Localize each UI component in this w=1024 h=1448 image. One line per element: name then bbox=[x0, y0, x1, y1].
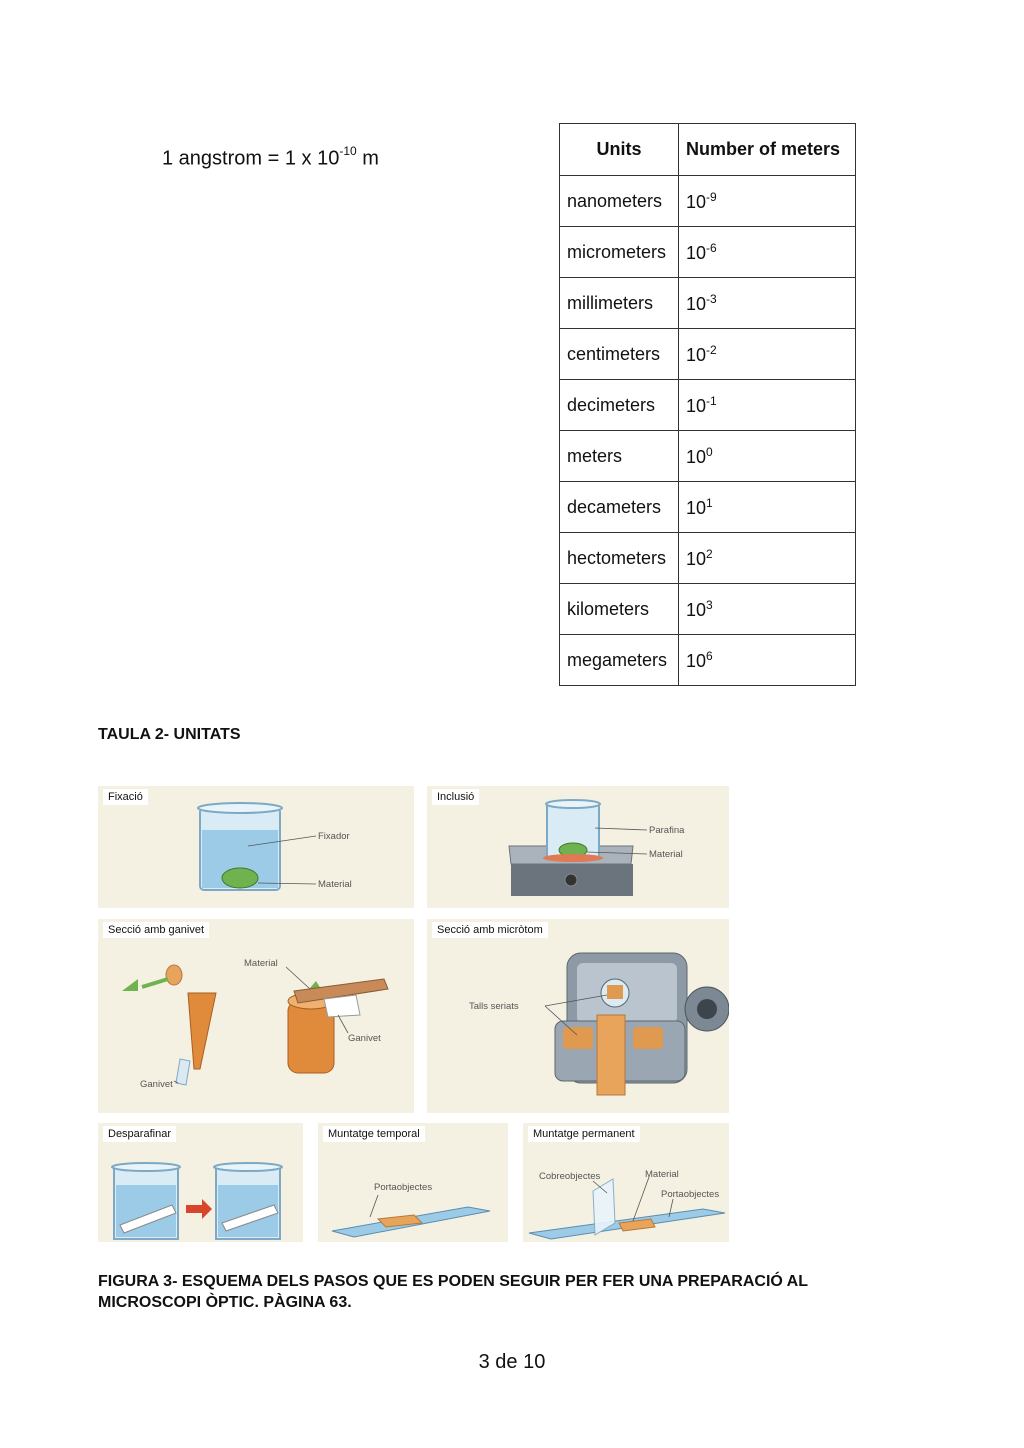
value-base: 10 bbox=[686, 548, 707, 569]
unit-cell: micrometers bbox=[560, 227, 679, 278]
panel-label: Desparafinar bbox=[103, 1126, 176, 1142]
value-base: 10 bbox=[686, 599, 707, 620]
value-cell bbox=[679, 278, 856, 329]
panel-label: Inclusió bbox=[432, 789, 479, 805]
label-talls-seriats: Talls seriats bbox=[469, 1001, 519, 1012]
slide-coverslip-illustration bbox=[523, 1123, 729, 1242]
value-exponent: -9 bbox=[706, 189, 717, 204]
unit-cell: decimeters bbox=[560, 380, 679, 431]
panel-muntatge-permanent bbox=[523, 1123, 729, 1242]
label-portaobjectes: Portaobjectes bbox=[374, 1182, 433, 1193]
value-exponent: 2 bbox=[706, 546, 713, 561]
unit-cell: kilometers bbox=[560, 584, 679, 635]
table-row bbox=[560, 176, 856, 227]
unit-cell: millimeters bbox=[560, 278, 679, 329]
value-exponent: 6 bbox=[706, 648, 713, 663]
value-base: 10 bbox=[686, 344, 707, 365]
label-material: Material bbox=[244, 958, 278, 969]
label-fixador: Fixador bbox=[318, 831, 350, 842]
table-header-row bbox=[560, 124, 856, 176]
angstrom-formula bbox=[162, 146, 379, 171]
value-cell bbox=[679, 380, 856, 431]
table-row bbox=[560, 482, 856, 533]
panel-label: Muntatge permanent bbox=[528, 1126, 640, 1142]
value-base: 10 bbox=[686, 446, 707, 467]
panel-label: Secció amb micròtom bbox=[432, 922, 548, 938]
figure-caption: FIGURA 3- ESQUEMA DELS PASOS QUE ES PODEN SEGUIR PER FER UNA PREPARACIÓ AL MICROSCOPI ÒPTIC. PÀGINA 63. bbox=[98, 1273, 808, 1311]
value-exponent: -2 bbox=[706, 342, 717, 357]
value-cell bbox=[679, 584, 856, 635]
header-number-of-meters: Number of meters bbox=[679, 124, 856, 176]
value-cell bbox=[679, 176, 856, 227]
page-number: 3 de 10 bbox=[478, 1351, 546, 1373]
angstrom-exponent: -10 bbox=[339, 144, 357, 158]
label-material: Material bbox=[649, 849, 683, 860]
value-cell bbox=[679, 431, 856, 482]
table-row bbox=[560, 278, 856, 329]
value-exponent: -6 bbox=[706, 240, 717, 255]
label-portaobjectes: Portaobjectes bbox=[661, 1189, 720, 1200]
value-exponent: 0 bbox=[706, 444, 713, 459]
value-exponent: -3 bbox=[706, 291, 717, 306]
value-base: 10 bbox=[686, 191, 707, 212]
table-row bbox=[560, 533, 856, 584]
panel-label: Muntatge temporal bbox=[323, 1126, 425, 1142]
value-cell bbox=[679, 329, 856, 380]
value-base: 10 bbox=[686, 650, 707, 671]
panel-seccio-microtom bbox=[427, 919, 729, 1113]
label-ganivet: Ganivet bbox=[348, 1033, 381, 1044]
carrot-knife-illustration bbox=[98, 919, 414, 1113]
value-cell bbox=[679, 533, 856, 584]
table-row bbox=[560, 584, 856, 635]
panel-label: Secció amb ganivet bbox=[103, 922, 209, 938]
value-exponent: -1 bbox=[706, 393, 717, 408]
value-cell bbox=[679, 635, 856, 686]
angstrom-prefix: 1 angstrom = 1 x 10 bbox=[162, 147, 340, 170]
label-cobreobjectes: Cobreobjectes bbox=[539, 1171, 601, 1182]
table-row bbox=[560, 329, 856, 380]
unit-cell: meters bbox=[560, 431, 679, 482]
header-units: Units bbox=[560, 124, 679, 176]
panel-inclusio bbox=[427, 786, 729, 908]
figure-preparation-steps bbox=[98, 786, 729, 1242]
value-base: 10 bbox=[686, 395, 707, 416]
label-material: Material bbox=[318, 879, 352, 890]
angstrom-suffix: m bbox=[356, 147, 379, 170]
value-cell bbox=[679, 227, 856, 278]
unit-cell: nanometers bbox=[560, 176, 679, 227]
value-cell bbox=[679, 482, 856, 533]
value-exponent: 1 bbox=[706, 495, 713, 510]
beakers-illustration bbox=[98, 1123, 303, 1242]
units-table bbox=[559, 123, 856, 686]
unit-cell: megameters bbox=[560, 635, 679, 686]
panel-label: Fixació bbox=[103, 789, 148, 805]
value-exponent: 3 bbox=[706, 597, 713, 612]
unit-cell: decameters bbox=[560, 482, 679, 533]
table-row bbox=[560, 380, 856, 431]
label-ganivet: Ganivet bbox=[140, 1079, 173, 1090]
panel-muntatge-temporal bbox=[318, 1123, 508, 1242]
panel-seccio-ganivet bbox=[98, 919, 414, 1113]
table-row bbox=[560, 227, 856, 278]
panel-desparafinar bbox=[98, 1123, 303, 1242]
table-caption: TAULA 2- UNITATS bbox=[98, 726, 241, 743]
microtome-illustration bbox=[427, 919, 729, 1113]
beaker-illustration bbox=[98, 786, 414, 908]
value-base: 10 bbox=[686, 293, 707, 314]
label-parafina: Parafina bbox=[649, 825, 685, 836]
unit-cell: hectometers bbox=[560, 533, 679, 584]
value-base: 10 bbox=[686, 497, 707, 518]
table-row bbox=[560, 431, 856, 482]
panel-fixacio bbox=[98, 786, 414, 908]
heater-illustration bbox=[427, 786, 729, 908]
value-base: 10 bbox=[686, 242, 707, 263]
table-row bbox=[560, 635, 856, 686]
slide-illustration bbox=[318, 1123, 508, 1242]
unit-cell: centimeters bbox=[560, 329, 679, 380]
label-material: Material bbox=[645, 1169, 679, 1180]
